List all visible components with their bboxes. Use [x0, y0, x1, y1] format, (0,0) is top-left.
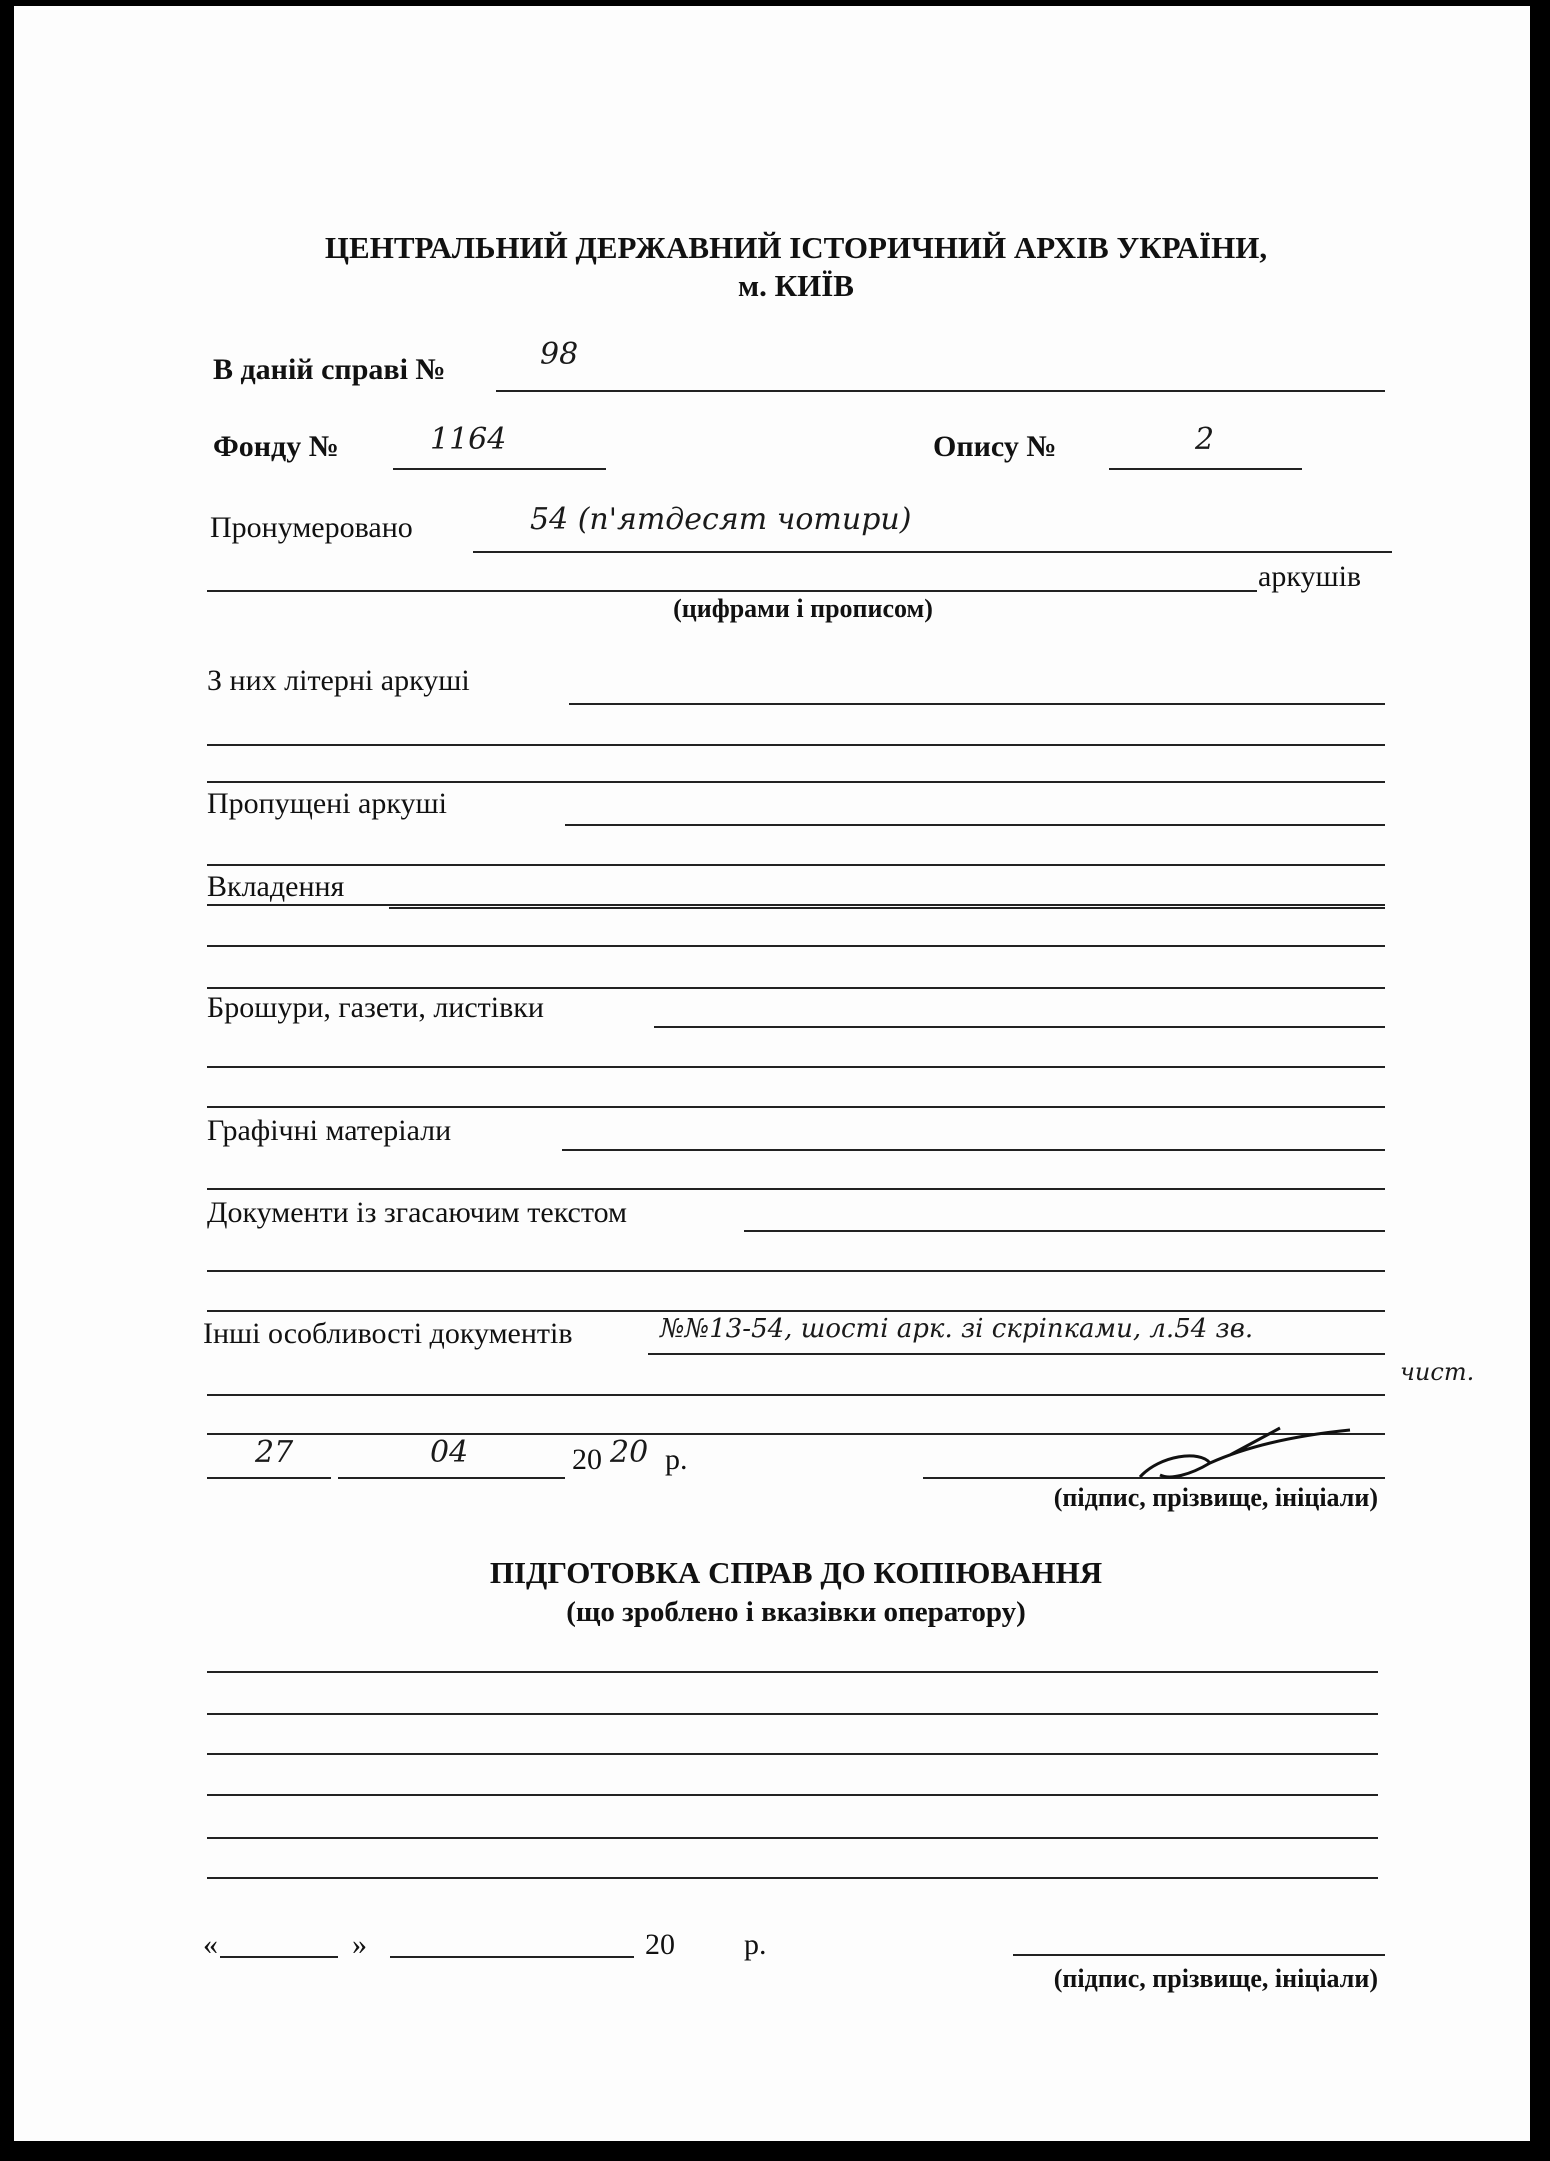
line: [207, 1188, 1385, 1190]
date-suffix: р.: [665, 1443, 688, 1476]
line: [744, 1230, 1385, 1232]
document-page: [14, 6, 1530, 2141]
footer-signature-hint: (підпис, прізвище, ініціали): [1053, 1964, 1378, 1993]
other-label: Інші особливості документів: [203, 1317, 573, 1350]
line: [565, 824, 1385, 826]
line: [207, 781, 1385, 783]
line: [562, 1149, 1385, 1151]
graphics-label: Графічні матеріали: [207, 1114, 452, 1147]
fond-line: [393, 468, 606, 470]
opys-label: Опису №: [933, 430, 1057, 463]
footer-day-line: [220, 1956, 338, 1958]
line: [389, 907, 1385, 909]
date-year-suffix: 20: [610, 1435, 649, 1470]
case-label: В даній справі №: [213, 353, 446, 386]
prep-subtitle: (що зроблено і вказівки оператору): [566, 1596, 1026, 1628]
date-year-prefix: 20: [572, 1443, 602, 1476]
line: [569, 703, 1385, 705]
fond-label: Фонду №: [213, 430, 339, 463]
numbered-value: 54 (п'ятдесят чотири): [530, 502, 912, 537]
line: [207, 1877, 1378, 1879]
numbered-line: [473, 551, 1392, 553]
opys-line: [1109, 468, 1302, 470]
footer-signature-line: [1013, 1954, 1385, 1956]
footer-suffix: р.: [744, 1928, 767, 1961]
line: [207, 945, 1385, 947]
line: [207, 1270, 1385, 1272]
line: [648, 1353, 1385, 1355]
month-line: [338, 1477, 565, 1479]
signature-hint: (підпис, прізвище, ініціали): [1053, 1483, 1378, 1512]
numbered-line-2: [207, 590, 1257, 592]
signature: [1130, 1425, 1360, 1485]
other-value-2: чист.: [1400, 1358, 1475, 1386]
numbered-hint: (цифрами і прописом): [673, 594, 933, 623]
date-month: 04: [430, 1435, 469, 1470]
other-value: №№13-54, шості арк. зі скріпками, л.54 зв.: [660, 1314, 1254, 1344]
footer-year: 20: [645, 1928, 675, 1961]
prep-title: ПІДГОТОВКА СПРАВ ДО КОПІЮВАННЯ: [489, 1555, 1103, 1590]
numbered-unit: аркушів: [1258, 560, 1362, 593]
numbered-label: Пронумеровано: [210, 511, 413, 544]
line: [207, 1753, 1378, 1755]
brochures-label: Брошури, газети, листівки: [207, 991, 544, 1024]
archive-city: м. КИЇВ: [738, 268, 854, 303]
fading-docs-label: Документи із згасаючим текстом: [207, 1196, 627, 1229]
footer-close-quote: »: [352, 1928, 367, 1961]
line: [207, 864, 1385, 866]
line: [207, 1713, 1378, 1715]
line: [207, 987, 1385, 989]
line: [207, 744, 1385, 746]
line: [654, 1026, 1385, 1028]
line: [207, 1066, 1385, 1068]
date-day: 27: [255, 1435, 294, 1470]
missed-sheets-label: Пропущені аркуші: [207, 787, 447, 820]
case-line: [496, 390, 1385, 392]
opys-value: 2: [1195, 422, 1215, 457]
line: [207, 1394, 1385, 1396]
archive-title: ЦЕНТРАЛЬНИЙ ДЕРЖАВНИЙ ІСТОРИЧНИЙ АРХІВ УКРАЇНИ,: [324, 230, 1268, 265]
footer-open-quote: «: [203, 1928, 218, 1961]
line: [207, 1837, 1378, 1839]
fond-value: 1164: [430, 422, 507, 457]
footer-month-line: [390, 1956, 634, 1958]
line: [207, 1310, 1385, 1312]
line: [207, 904, 1385, 906]
day-line: [207, 1477, 331, 1479]
case-value: 98: [540, 337, 579, 372]
letter-sheets-label: З них літерні аркуші: [207, 664, 470, 697]
attachments-label: Вкладення: [207, 870, 345, 903]
line: [207, 1671, 1378, 1673]
line: [207, 1106, 1385, 1108]
line: [207, 1794, 1378, 1796]
